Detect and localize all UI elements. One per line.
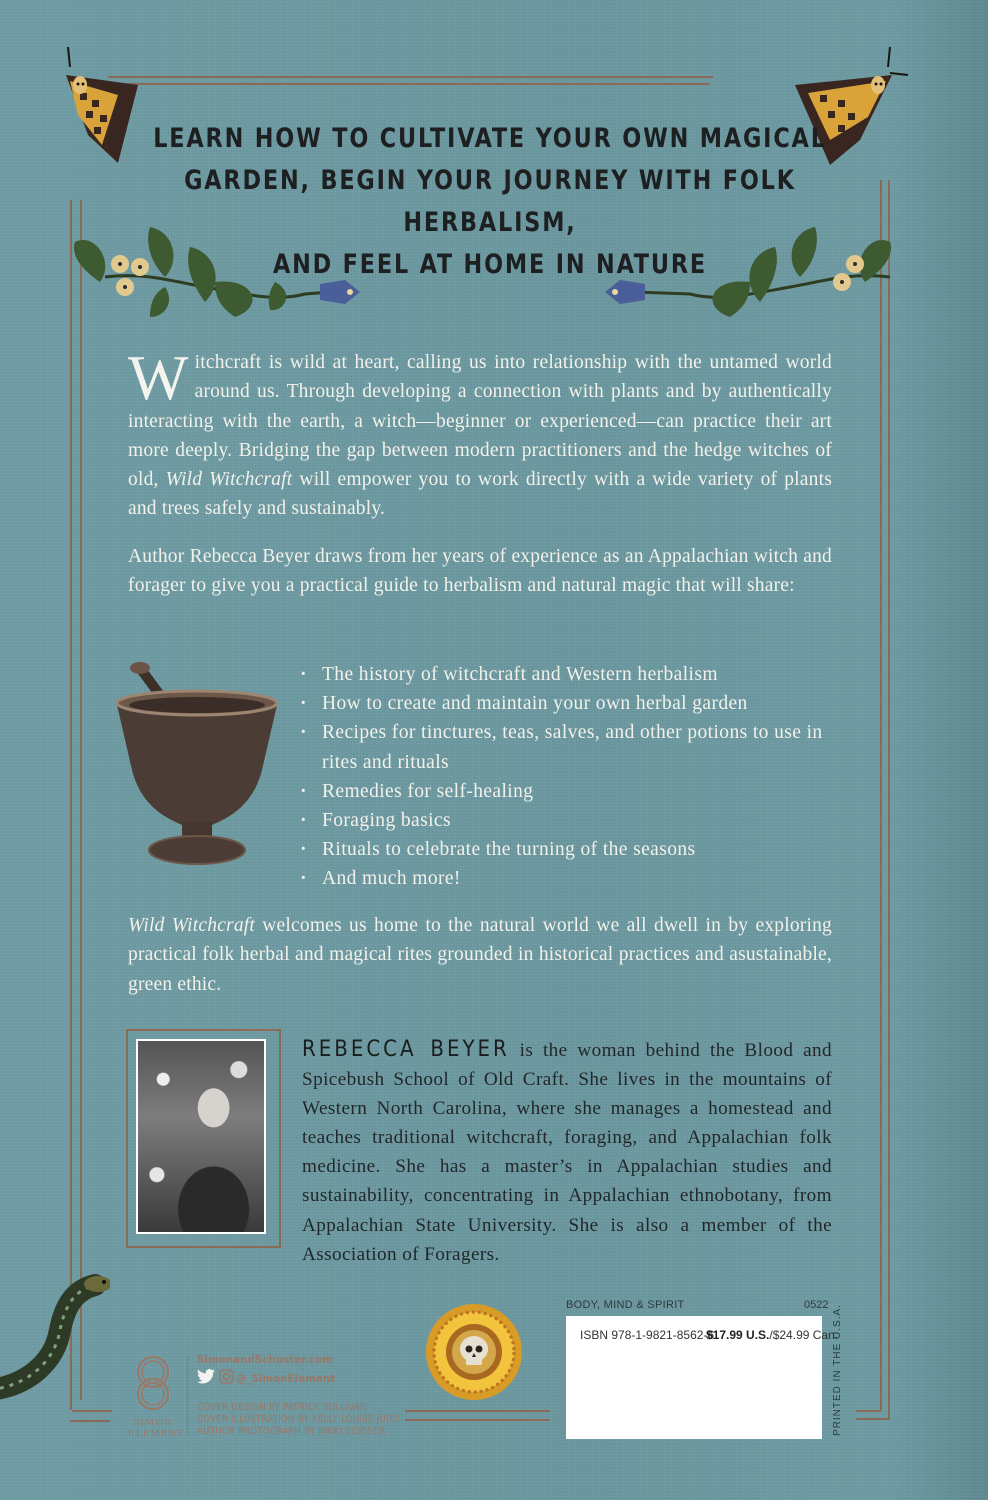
- headline-line-1: LEARN HOW TO CULTIVATE YOUR OWN MAGICAL: [153, 123, 827, 154]
- frame-right-line-1: [880, 180, 882, 1410]
- frame-bottom-left-1: [72, 1410, 112, 1412]
- publisher-divider: [187, 1355, 188, 1435]
- twitter-icon[interactable]: [197, 1369, 215, 1384]
- headline-line-3: AND FEEL AT HOME IN NATURE: [272, 249, 708, 280]
- printed-in-usa: PRINTED IN THE U.S.A.: [832, 1304, 843, 1436]
- book-title: Wild Witchcraft: [165, 469, 293, 491]
- price-can: /$24.99 Can.: [769, 1328, 839, 1342]
- list-item: · Foraging basics: [298, 806, 838, 835]
- publisher-url[interactable]: SimonandSchuster.com: [197, 1353, 333, 1366]
- moth-illustration-left: [58, 45, 148, 170]
- closing-paragraph: Wild Witchcraft welcomes us home to the natural world we all dwell in by exploring practical folk herbal and magical rites grounded in historical practices and asustainable, green ethic.: [128, 915, 833, 995]
- list-item: · Recipes for tinctures, teas, salves, and other potions to use in rites and rituals: [298, 718, 838, 776]
- list-item: · How to create and maintain your own herbal garden: [298, 689, 838, 718]
- frame-top-line-1: [108, 76, 713, 78]
- list-item: · Rituals to celebrate the turning of the seasons: [298, 835, 838, 864]
- instagram-icon[interactable]: [219, 1369, 234, 1384]
- snake-illustration: [0, 1270, 110, 1410]
- book-title: Wild Witchcraft: [128, 915, 256, 936]
- frame-top-line-2: [110, 83, 710, 85]
- list-item: · Remedies for self-healing: [298, 777, 838, 806]
- author-photo: [136, 1039, 266, 1234]
- floral-vine-left: [55, 222, 365, 327]
- category-label: BODY, MIND & SPIRIT: [566, 1299, 685, 1311]
- publisher-logo-text: SIMON ELEMENT: [128, 1418, 185, 1439]
- list-item: · The history of witchcraft and Western herbalism: [298, 660, 838, 689]
- author-name: REBECCA BEYER: [302, 1037, 510, 1062]
- frame-right-line-2: [888, 180, 890, 1420]
- social-handle[interactable]: @_SimonElement: [236, 1372, 336, 1385]
- price: [706, 1328, 838, 1342]
- intro-paragraph: Witchcraft is wild at heart, calling us into relationship with the untamed world around us. Through developing a connection with plants and by authentically interacting with the earth, a witch—beginner or experienced—can practice their art more deeply. Bridging the gap between modern practitioners and the hedge witches of old, Wild Witchcraft will empower you to work directly with a wide variety of plants and trees safely and sustainably.: [128, 342, 832, 520]
- drop-cap: W: [128, 342, 189, 413]
- category-code: 0522: [804, 1299, 829, 1311]
- headline-line-2: GARDEN, BEGIN YOUR JOURNEY WITH FOLK HERBALISM,: [184, 165, 796, 238]
- frame-bottom-right-2: [856, 1418, 890, 1420]
- frame-left-line-1: [70, 200, 72, 1410]
- author-bio: REBECCA BEYER is the woman behind the Blood and Spicebush School of Old Craft. She lives in the mountains of Western North Carolina, where she manages a homestead and teaches traditional witchcraft, foraging, and Appalachian folk medicine. She has a master’s in Appalachian studies and sustainability, concentrating in Appalachian ethnobotany, from Appalachian State University. She is also a member of the Association of Foragers.: [302, 1037, 832, 1265]
- mortar-pestle-illustration: [112, 660, 282, 870]
- frame-bottom-right-1: [856, 1410, 881, 1412]
- cover-credits: COVER DESIGN BY PATRICK SULLIVAN COVER ILLUSTRATION BY KELLY LOUISE JUDD AUTHOR PHOTOGRAPH BY NIKKI SCIOSCA: [197, 1402, 400, 1437]
- author-paragraph: Author Rebecca Beyer draws from her years of experience as an Appalachian witch and forager to give you a practical guide to herbalism and natural magic that will share:: [128, 546, 832, 597]
- frame-bottom-mid-2: [405, 1419, 550, 1421]
- isbn: ISBN 978-1-9821-8562-6: [580, 1328, 715, 1342]
- simon-element-logo: [132, 1354, 174, 1414]
- floral-vine-right: [600, 222, 910, 327]
- frame-left-line-2: [80, 200, 82, 1400]
- frame-bottom-mid-1: [405, 1410, 550, 1412]
- list-item: · And much more!: [298, 864, 838, 893]
- feature-list: [298, 660, 838, 894]
- sunflower-skull-illustration: [424, 1302, 524, 1402]
- frame-bottom-left-2: [70, 1420, 110, 1422]
- price-us: $17.99 U.S.: [706, 1328, 770, 1342]
